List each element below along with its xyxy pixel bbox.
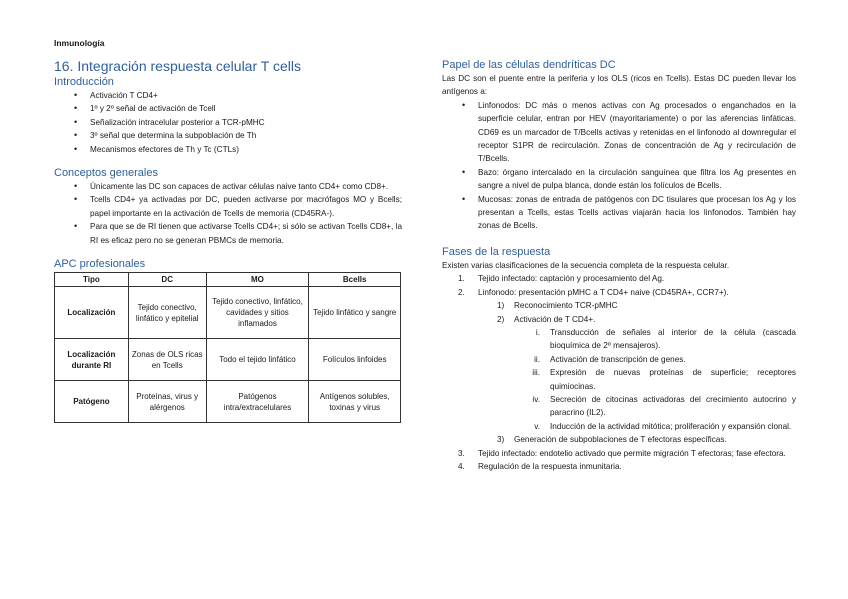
table-row — [55, 339, 401, 381]
list-item — [442, 447, 796, 460]
list-text: Regulación de la respuesta inmunitaria. — [478, 461, 622, 471]
intro-heading: Introducción — [54, 76, 114, 88]
table-cell: Patógeno — [55, 381, 129, 423]
list-item — [442, 272, 796, 285]
list-item: • Bazo: órgano intercalado en la circulación sanguínea que filtra los Ag presentes en sangre a nivel de pulpa blanca, donde están los folículos de Bcells. — [442, 166, 796, 193]
list-item — [442, 420, 796, 433]
list-item: • Señalización intracelular posterior a TCR-pMHC — [54, 116, 402, 129]
list-item — [442, 366, 796, 393]
table-cell: Folículos linfoides — [309, 339, 401, 381]
list-text: Transducción de señales al interior de la célula (cascada bioquímica de 2º mensajeros). — [550, 327, 796, 351]
list-number: ii. — [534, 354, 540, 364]
list-text: Expresión de nuevas proteínas de superficie; receptores quimiocinas. — [550, 368, 796, 391]
table-header-cell: DC — [128, 273, 206, 287]
table-cell: Localización — [55, 287, 129, 339]
list-number: 2) — [497, 314, 505, 324]
right-column — [442, 58, 796, 473]
concepts-list — [54, 180, 402, 247]
left-column — [54, 58, 402, 423]
list-item: • Linfonodos: DC más o menos activas con Ag procesados o enganchados en la superficie celular, entran por HEV (mayoritariamente) o por las aferencias linfáticas. CD69 es un marcador de T/Bcells activas y retenidas en el linfonodo al downregular el receptor S1PR de recirculación. Zonas de concentración de Ag y recirculación de T/Bcells. — [442, 99, 796, 166]
list-number: iii. — [532, 368, 540, 378]
list-item — [442, 286, 796, 299]
list-text: Tejido infectado: endotelio activado que permite migración T efectoras; fase efectora. — [478, 448, 786, 458]
table-row — [55, 287, 401, 339]
list-item: • Tcells CD4+ ya activadas por DC, pueden activarse por macrófagos MO y Bcells; papel importante en la activación de Tcells de memoria (CD45RA-). — [54, 193, 402, 220]
dc-intro: Las DC son el puente entre la periferia y los OLS (ricos en Tcells). Estas DC pueden llevar los antígenos a: — [442, 74, 796, 97]
table-header-cell: MO — [206, 273, 309, 287]
table-cell: Todo el tejido linfático — [206, 339, 309, 381]
phases-heading: Fases de la respuesta — [442, 245, 551, 258]
list-number: iv. — [532, 394, 540, 404]
apc-table — [54, 272, 401, 423]
list-item: • 1º y 2º señal de activación de Tcell — [54, 102, 402, 115]
table-header-row — [55, 273, 401, 287]
table-cell: Tejido conectivo, linfático, cavidades y sitios inflamados — [206, 287, 309, 339]
table-header-cell: Bcells — [309, 273, 401, 287]
list-item — [442, 299, 796, 312]
list-text: Activación de transcripción de genes. — [550, 354, 686, 364]
list-number: 3) — [497, 435, 505, 445]
table-cell: Localización durante RI — [55, 339, 129, 381]
table-cell: Tejido conectivo, linfático y epitelial — [128, 287, 206, 339]
table-row — [55, 381, 401, 423]
table-cell: Tejido linfático y sangre — [309, 287, 401, 339]
apc-heading: APC profesionales — [54, 258, 146, 271]
list-number: 4. — [458, 461, 465, 471]
list-text: Activación de T CD4+. — [514, 314, 596, 324]
list-item: • Únicamente las DC son capaces de activar células naive tanto CD4+ como CD8+. — [54, 180, 402, 193]
list-text: Tejido infectado: captación y procesamiento del Ag. — [478, 274, 665, 284]
intro-list — [54, 89, 402, 156]
list-item — [442, 393, 796, 420]
table-cell: Patógenos intra/extracelulares — [206, 381, 309, 423]
list-item — [442, 326, 796, 353]
list-text: Generación de subpoblaciones de T efectoras específicas. — [514, 435, 727, 445]
list-number: 1. — [458, 274, 465, 284]
table-header-cell: Tipo — [55, 273, 129, 287]
list-item: • Activación T CD4+ — [54, 89, 402, 102]
list-number: v. — [534, 421, 540, 431]
phases-intro: Existen varias clasificaciones de la secuencia completa de la respuesta celular. — [442, 260, 730, 270]
list-text: Linfonodo: presentación pMHC a T CD4+ naive (CD45RA+, CCR7+). — [478, 287, 729, 297]
list-item — [442, 433, 796, 446]
document-header: Inmunología — [54, 38, 105, 48]
list-item: • Para que se de RI tienen que activarse Tcells CD4+; si sólo se activan Tcells CD8+, la RI es eficaz pero no se generan PBMCs de memoria. — [54, 220, 402, 247]
table-cell: Zonas de OLS ricas en Tcells — [128, 339, 206, 381]
table-cell: Antígenos solubles, toxinas y virus — [309, 381, 401, 423]
concepts-heading: Conceptos generales — [54, 167, 158, 180]
table-cell: Proteínas, virus y alérgenos — [128, 381, 206, 423]
list-number: 2. — [458, 287, 465, 297]
page-title: 16. Integración respuesta celular T cells — [54, 58, 301, 74]
list-number: i. — [535, 327, 540, 337]
list-item: • Mecanismos efectores de Th y Tc (CTLs) — [54, 143, 402, 156]
list-item — [442, 460, 796, 473]
list-number: 3. — [458, 448, 465, 458]
dc-list — [442, 99, 796, 233]
list-item: • Mucosas: zonas de entrada de patógenos con DC tisulares que procesan los Ag y los presentan a Tcells, estas Tcells activas viajarán hacia los linfonodos. También hay zonas de Bcells. — [442, 193, 796, 233]
list-number: 1) — [497, 301, 505, 311]
list-text: Inducción de la actividad mitótica; proliferación y expansión clonal. — [550, 421, 792, 431]
list-item — [442, 313, 796, 326]
dc-heading: Papel de las células dendríticas DC — [442, 59, 616, 71]
list-item: • 3º señal que determina la subpoblación de Th — [54, 129, 402, 142]
list-text: Secreción de citocinas activadoras del crecimiento autocrino y paracrino (IL2). — [550, 394, 796, 418]
list-item — [442, 353, 796, 366]
list-text: Reconocimiento TCR-pMHC — [514, 301, 618, 311]
